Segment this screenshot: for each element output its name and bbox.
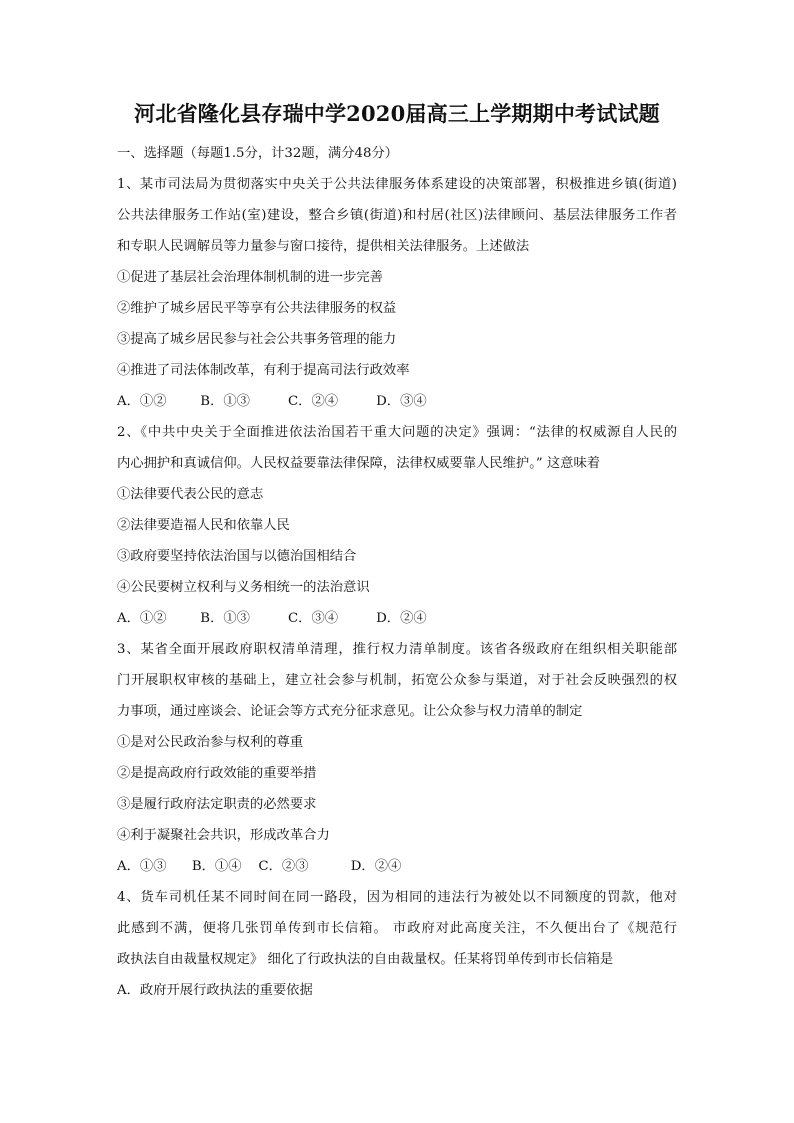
question-stem-line: 政执法自由裁量权规定》 细化了行政执法的自由裁量权。任某将罚单传到市长信箱是	[117, 952, 614, 967]
question-stem-line: 此感到不满，便将几张罚单传到市长信箱。 市政府对此高度关注，不久便出台了《规范行	[117, 921, 677, 936]
question-stem-line: 力事项，通过座谈会、论证会等方式充分征求意见。让公众参与权力清单的制定	[117, 704, 583, 719]
document-title: 河北省隆化县存瑞中学2020届高三上学期期中考试试题	[134, 101, 660, 126]
statement-option: ④公民要树立权利与义务相统一的法治意识	[117, 580, 370, 595]
statement-option: ①法律要代表公民的意志	[117, 487, 264, 502]
statement-option: ④利于凝聚社会共识，形成改革合力	[117, 828, 330, 843]
question-2	[117, 417, 677, 634]
question-stem-line: 2、《中共中央关于全面推进依法治国若干重大问题的决定》强调：“法律的权威源自人民的	[117, 425, 677, 440]
answer-choices: A．①③ B．①④ C．②③ D．②④	[117, 859, 402, 874]
statement-option: ②是提高政府行政效能的重要举措	[117, 766, 317, 781]
question-stem-line: 门开展职权审核的基础上，建立社会参与机制，拓宽公众参与渠道，对于社会反映强烈的权	[117, 673, 677, 688]
exam-page	[117, 100, 677, 1006]
statement-option: ③政府要坚持依法治国与以德治国相结合	[117, 549, 357, 564]
answer-choices: A．①② B．①③ C．③④ D．②④	[117, 611, 427, 626]
statement-option: ④推进了司法体制改革，有利于提高司法行政效率	[117, 363, 410, 378]
statement-option: ③提高了城乡居民参与社会公共事务管理的能力	[117, 332, 397, 347]
answer-choices: A．①② B．①③ C．②④ D．③④	[117, 394, 427, 409]
question-stem-line: 4、货车司机任某不同时间在同一路段，因为相同的违法行为被处以不同额度的罚款，他对	[117, 890, 677, 905]
question-1	[117, 169, 677, 417]
question-stem-line: 公共法律服务工作站(室)建设，整合乡镇(街道)和村居(社区)法律顾问、基层法律服务工作者	[117, 208, 677, 223]
statement-option: ①是对公民政治参与权利的尊重	[117, 735, 304, 750]
question-stem-line: 3、某省全面开展政府职权清单清理，推行权力清单制度。该省各级政府在组织相关职能部	[117, 642, 677, 657]
statement-option: ①促进了基层社会治理体制机制的进一步完善	[117, 270, 383, 285]
question-stem-line: 内心拥护和真诚信仰。人民权益要靠法律保障，法律权威要靠人民维护。” 这意味着	[117, 456, 601, 471]
question-stem-line: 和专职人民调解员等力量参与窗口接待，提供相关法律服务。上述做法	[117, 239, 530, 254]
statement-option: ②法律要造福人民和依靠人民	[117, 518, 290, 533]
statement-option: ②维护了城乡居民平等享有公共法律服务的权益	[117, 301, 397, 316]
question-3	[117, 634, 677, 882]
question-stem-line: 1、某市司法局为贯彻落实中央关于公共法律服务体系建设的决策部署，积极推进乡镇(街道)	[117, 177, 677, 192]
answer-option-a: A．政府开展行政执法的重要依据	[117, 983, 313, 998]
statement-option: ③是履行政府法定职责的必然要求	[117, 797, 317, 812]
question-4	[117, 882, 677, 1006]
section-heading: 一、选择题（每题1.5分，计32题，满分48分）	[117, 146, 399, 161]
